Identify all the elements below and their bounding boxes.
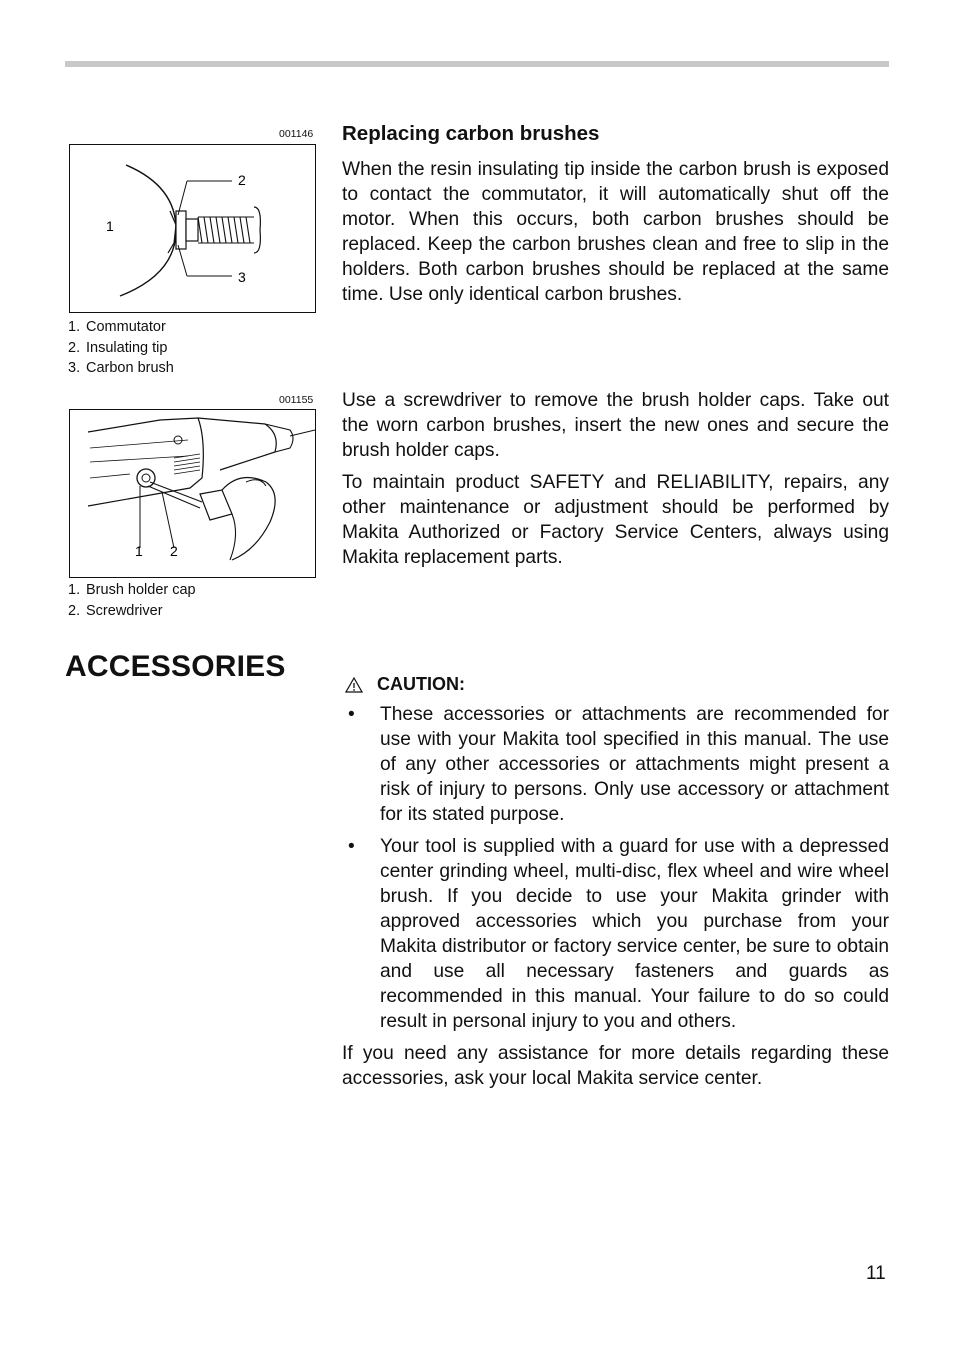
- label-3: 3: [238, 269, 246, 285]
- page-number: 11: [866, 1263, 886, 1284]
- paragraph: When the resin insulating tip inside the carbon brush is exposed to contact the commutator, it will automatically shut off the motor. When this occurs, both carbon brushes should be replaced. Keep the carbon brushes clean and free to slip in the holders. Both carbon brushes should be replaced at the same time. Use only identical carbon brushes.: [342, 159, 889, 305]
- brush-holder-diagram: [69, 409, 316, 578]
- paragraph: If you need any assistance for more details regarding these accessories, ask your local Makita service center.: [342, 1043, 889, 1089]
- carbon-brush-diagram: [69, 144, 316, 313]
- caution-label: CAUTION:: [377, 674, 465, 694]
- section-heading: Replacing carbon brushes: [342, 122, 600, 145]
- warning-triangle-icon: [345, 677, 363, 693]
- figure1-legend: [68, 317, 174, 379]
- bullet: •: [348, 836, 355, 857]
- carbon-brush-illustration: [70, 145, 317, 314]
- label-2: 2: [238, 172, 246, 188]
- paragraph: Use a screwdriver to remove the brush holder caps. Take out the worn carbon brushes, insert the new ones and secure the brush holder caps.: [342, 390, 889, 461]
- caution-header: [345, 674, 465, 695]
- caution-list: [342, 702, 889, 1034]
- label-1: 1: [135, 543, 143, 559]
- accessories-heading: ACCESSORIES: [65, 650, 286, 683]
- legend-item: 2. Insulating tip: [68, 339, 168, 356]
- paragraph: To maintain product SAFETY and RELIABILITY, repairs, any other maintenance or adjustment should be performed by Makita Authorized or Factory Service Centers, always using Makita replacement parts.: [342, 472, 889, 568]
- legend-item: 2. Screwdriver: [68, 602, 163, 619]
- figure-code: 001155: [279, 394, 314, 406]
- figure2-legend: [68, 580, 196, 621]
- label-2: 2: [170, 543, 178, 559]
- label-1: 1: [106, 218, 114, 234]
- bullet: •: [348, 704, 355, 725]
- list-item: • Your tool is supplied with a guard for use with a depressed center grinding wheel, multi-disc, flex wheel and wire wheel brush. If you decide to use your Makita grinder with approved accessories which you purchase from your Makita distributor or factory service center, be sure to obtain and use all necessary fasteners and guards as recommended in this manual. Your failure to do so could result in personal injury to you and others.: [348, 836, 889, 1032]
- figure-code: 001146: [279, 128, 314, 140]
- legend-item: 3. Carbon brush: [68, 360, 174, 376]
- list-item: • These accessories or attachments are recommended for use with your Makita tool specified in this manual. The use of any other accessories or attachments might present a risk of injury to persons. Only use accessory or attachment for its stated purpose.: [348, 704, 889, 825]
- legend-item: 1. Brush holder cap: [68, 582, 196, 598]
- legend-item: 1. Commutator: [68, 319, 166, 335]
- top-rule: [65, 61, 889, 67]
- grinder-screwdriver-illustration: [70, 410, 317, 579]
